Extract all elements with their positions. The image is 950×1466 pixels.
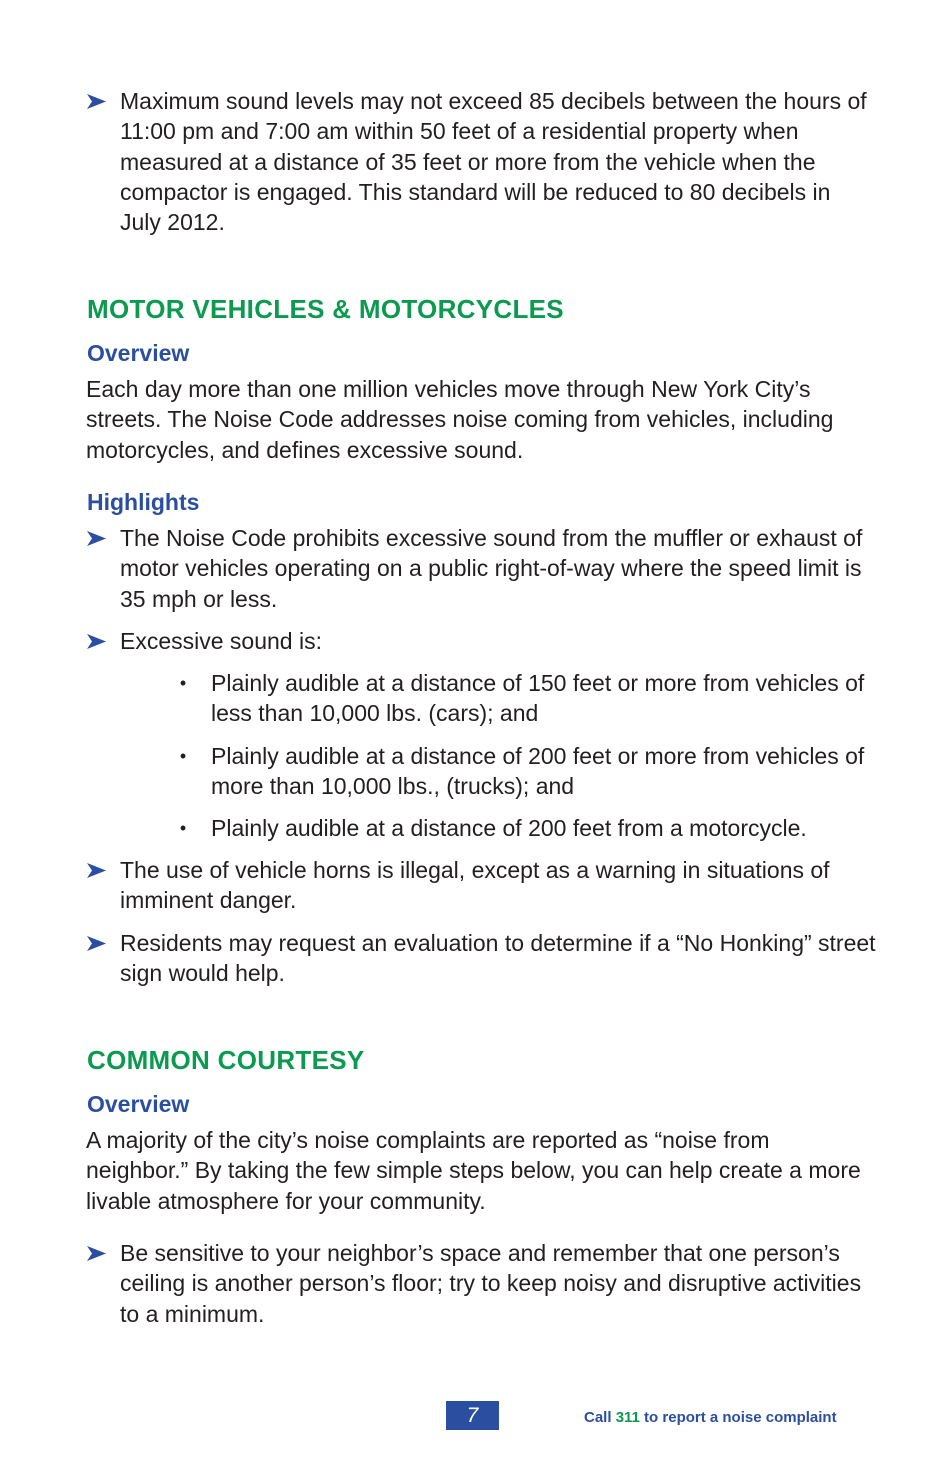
list-item bbox=[86, 1238, 876, 1329]
section-title-motor-vehicles: MOTOR VEHICLES & MOTORCYCLES bbox=[87, 294, 564, 324]
list-item bbox=[86, 626, 876, 656]
arrow-bullet-icon bbox=[86, 1238, 108, 1268]
footer-call-text bbox=[584, 1408, 837, 1428]
list-item-text: Be sensitive to your neighbor’s space and remember that one person’s ceiling is another person’s floor; try to keep noisy and disruptive activities to a minimum. bbox=[120, 1240, 862, 1327]
list-item-text: Residents may request an evaluation to determine if a “No Honking” street sign would help. bbox=[120, 930, 876, 987]
section-title-common-courtesy: COMMON COURTESY bbox=[87, 1045, 365, 1075]
page-number: 7 bbox=[446, 1401, 499, 1430]
sub-list-item-text: Plainly audible at a distance of 150 feet or more from vehicles of less than 10,000 lbs. (cars); and bbox=[211, 670, 865, 727]
sub-list-item-text: Plainly audible at a distance of 200 feet or more from vehicles of more than 10,000 lbs., (trucks); and bbox=[211, 743, 865, 800]
arrow-bullet-icon bbox=[86, 626, 108, 656]
list-item bbox=[86, 855, 876, 916]
sub-list-item-text: Plainly audible at a distance of 200 feet from a motorcycle. bbox=[211, 815, 807, 841]
highlights-heading: Highlights bbox=[87, 489, 200, 515]
sub-list-item bbox=[178, 741, 878, 802]
list-item-text: Maximum sound levels may not exceed 85 decibels between the hours of 11:00 pm and 7:00 am within 50 feet of a residential property when measured at a distance of 35 feet or more from the vehicle when the compactor is engaged. This standard will be reduced to 80 decibels in July 2012. bbox=[120, 88, 867, 236]
overview-heading: Overview bbox=[87, 340, 190, 366]
overview-heading: Overview bbox=[87, 1091, 190, 1117]
list-item bbox=[86, 523, 876, 614]
sub-list-item bbox=[178, 813, 878, 843]
list-item-text: Excessive sound is: bbox=[120, 628, 322, 654]
list-item bbox=[86, 928, 876, 989]
footer-call-number: 311 bbox=[615, 1409, 640, 1426]
dot-bullet-icon: • bbox=[179, 818, 187, 838]
footer-call-suffix: to report a noise complaint bbox=[639, 1409, 837, 1426]
list-item bbox=[86, 86, 876, 237]
overview-paragraph: Each day more than one million vehicles move through New York City’s streets. The Noise Code addresses noise coming from vehicles, including motorcycles, and defines excessive sound. bbox=[86, 376, 834, 463]
overview-paragraph: A majority of the city’s noise complaints are reported as “noise from neighbor.” By taking the few simple steps below, you can help create a more livable atmosphere for your community. bbox=[86, 1127, 861, 1214]
arrow-bullet-icon bbox=[86, 855, 108, 885]
list-item-text: The Noise Code prohibits excessive sound from the muffler or exhaust of motor vehicles operating on a public right-of-way where the speed limit is 35 mph or less. bbox=[120, 525, 863, 612]
footer-call-prefix: Call bbox=[584, 1409, 616, 1426]
dot-bullet-icon: • bbox=[179, 746, 187, 766]
sub-list-item bbox=[178, 668, 878, 729]
arrow-bullet-icon bbox=[86, 86, 108, 116]
arrow-bullet-icon bbox=[86, 523, 108, 553]
list-item-text: The use of vehicle horns is illegal, except as a warning in situations of imminent danger. bbox=[120, 857, 830, 914]
arrow-bullet-icon bbox=[86, 928, 108, 958]
dot-bullet-icon: • bbox=[179, 673, 187, 693]
